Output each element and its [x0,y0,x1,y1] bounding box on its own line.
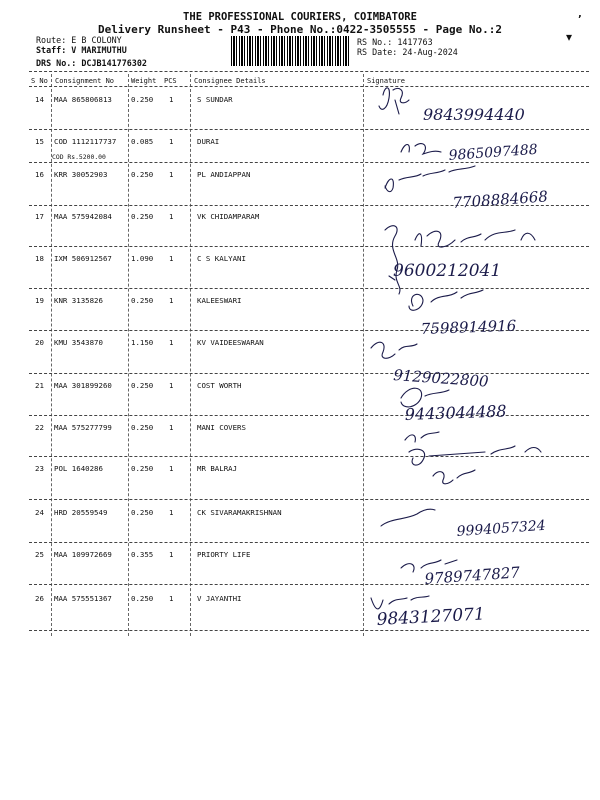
row-sno: 19 [35,296,44,305]
row-consignee: KALEESWARI [197,296,242,305]
row-sno: 20 [35,338,44,347]
row-consignee: DURAI [197,137,220,146]
row-consignment: IXM 506912567 [54,254,112,263]
runsheet-title: Delivery Runsheet - P43 - Phone No.:0422-3505555 - Page No.:2 [98,23,502,36]
row-weight: 1.150 [131,338,154,347]
row-pcs: 1 [169,594,174,603]
row-consignee: MANI COVERS [197,423,246,432]
col-weight: Weight [131,77,157,85]
row-pcs: 1 [169,423,174,432]
rule-top [29,71,589,72]
row-consignee: PL ANDIAPPAN [197,170,251,179]
row-weight: 0.250 [131,95,154,104]
drs-number: DRS No.: DCJB141776302 [36,58,147,68]
row-pcs: 1 [169,212,174,221]
handwritten-phone-text: 7598914916 [420,316,517,338]
signature-mark [415,230,535,247]
handwritten-phone-text: 9129022800 [392,366,490,391]
rs-number: RS No.: 1417763 [357,37,433,47]
handwritten-phone-text: 9843994440 [423,105,525,124]
row-consignment: MAA 575277799 [54,423,112,432]
row-consignment: COD 1112117737 [54,137,117,146]
row-consignment: KMU 3543870 [54,338,103,347]
signature-mark [401,144,441,154]
staff-label: Staff: V MARIMUTHU [36,45,127,55]
row-sno: 18 [35,254,44,263]
row-consignment: MAA 575551367 [54,594,112,603]
row-sno: 23 [35,464,44,473]
handwritten-phone-text: 9843127071 [376,604,486,630]
signature-mark [385,166,475,192]
row-pcs: 1 [169,296,174,305]
col-consignee: Consignee Details [194,77,266,85]
row-consignee: COST WORTH [197,381,242,390]
row-sno: 15 [35,137,44,146]
row-pcs: 1 [169,464,174,473]
signature-mark [371,342,417,358]
signature-mark [409,290,483,310]
row-consignment: HRD 20559549 [54,508,108,517]
row-consignee: CK SIVARAMAKRISHNAN [197,508,282,517]
signature-mark [433,470,475,484]
row-weight: 0.250 [131,464,154,473]
row-consignment: KNR 3135826 [54,296,103,305]
signature-mark [385,226,400,294]
row-pcs: 1 [169,508,174,517]
row-weight: 0.250 [131,212,154,221]
row-consignee: C S KALYANI [197,254,246,263]
row-weight: 0.250 [131,170,154,179]
route-label: Route: E B COLONY [36,35,122,45]
signature-mark [405,432,541,465]
row-weight: 1.090 [131,254,154,263]
handwritten-phone-text: 9600212041 [393,261,502,281]
row-consignee: VK CHIDAMPARAM [197,212,260,221]
handwritten-phone-text: 9994057324 [456,517,547,540]
row-sno: 16 [35,170,44,179]
row-weight: 0.085 [131,137,154,146]
row-consignment: MAA 575942084 [54,212,112,221]
handwritten-phone-text: 7708884668 [452,187,549,212]
row-weight: 0.250 [131,381,154,390]
col-consignment: Consignment No [55,77,115,85]
corner-arrow-icon: ▾ [566,30,573,44]
row-weight: 0.250 [131,508,154,517]
signature-mark [381,509,435,526]
row-consignment: KRR 30052903 [54,170,108,179]
row-weight: 0.250 [131,423,154,432]
company-title: THE PROFESSIONAL COURIERS, COIMBATORE [183,11,417,23]
row-pcs: 1 [169,95,174,104]
corner-mark-icon: ’ [578,14,582,25]
rs-date: RS Date: 24-Aug-2024 [357,47,458,57]
row-consignment: POL 1640286 [54,464,103,473]
handwritten-phone-text: 9789747827 [424,563,521,588]
row-consignee: KV VAIDEESWARAN [197,338,264,347]
handwritten-phone-text: 9443044488 [404,401,507,424]
row-weight: 0.250 [131,594,154,603]
row-sno: 14 [35,95,44,104]
row-sno: 17 [35,212,44,221]
row-sno: 25 [35,550,44,559]
row-weight: 0.250 [131,296,154,305]
row-pcs: 1 [169,381,174,390]
row-consignment: MAA 109972669 [54,550,112,559]
row-consignee: V JAYANTHI [197,594,242,603]
signature-mark [379,88,409,114]
cod-amount: COD Rs.5200.00 [52,153,106,161]
handwritten-phone-text: 9865097488 [448,141,539,164]
row-pcs: 1 [169,137,174,146]
handwritten-signatures [365,80,590,635]
row-pcs: 1 [169,170,174,179]
row-consignment: MAA 301899260 [54,381,112,390]
row-consignee: PRIORTY LIFE [197,550,251,559]
col-sno: S No [31,77,48,85]
row-sno: 21 [35,381,44,390]
barcode [231,36,349,66]
col-pcs: PCS [164,77,177,85]
row-consignee: MR BALRAJ [197,464,238,473]
col-signature: Signature [367,77,405,85]
row-pcs: 1 [169,254,174,263]
row-pcs: 1 [169,550,174,559]
row-weight: 0.355 [131,550,154,559]
row-sno: 22 [35,423,44,432]
row-consignee: S SUNDAR [197,95,233,104]
row-pcs: 1 [169,338,174,347]
row-sno: 24 [35,508,44,517]
row-sno: 26 [35,594,44,603]
row-consignment: MAA 865806813 [54,95,112,104]
